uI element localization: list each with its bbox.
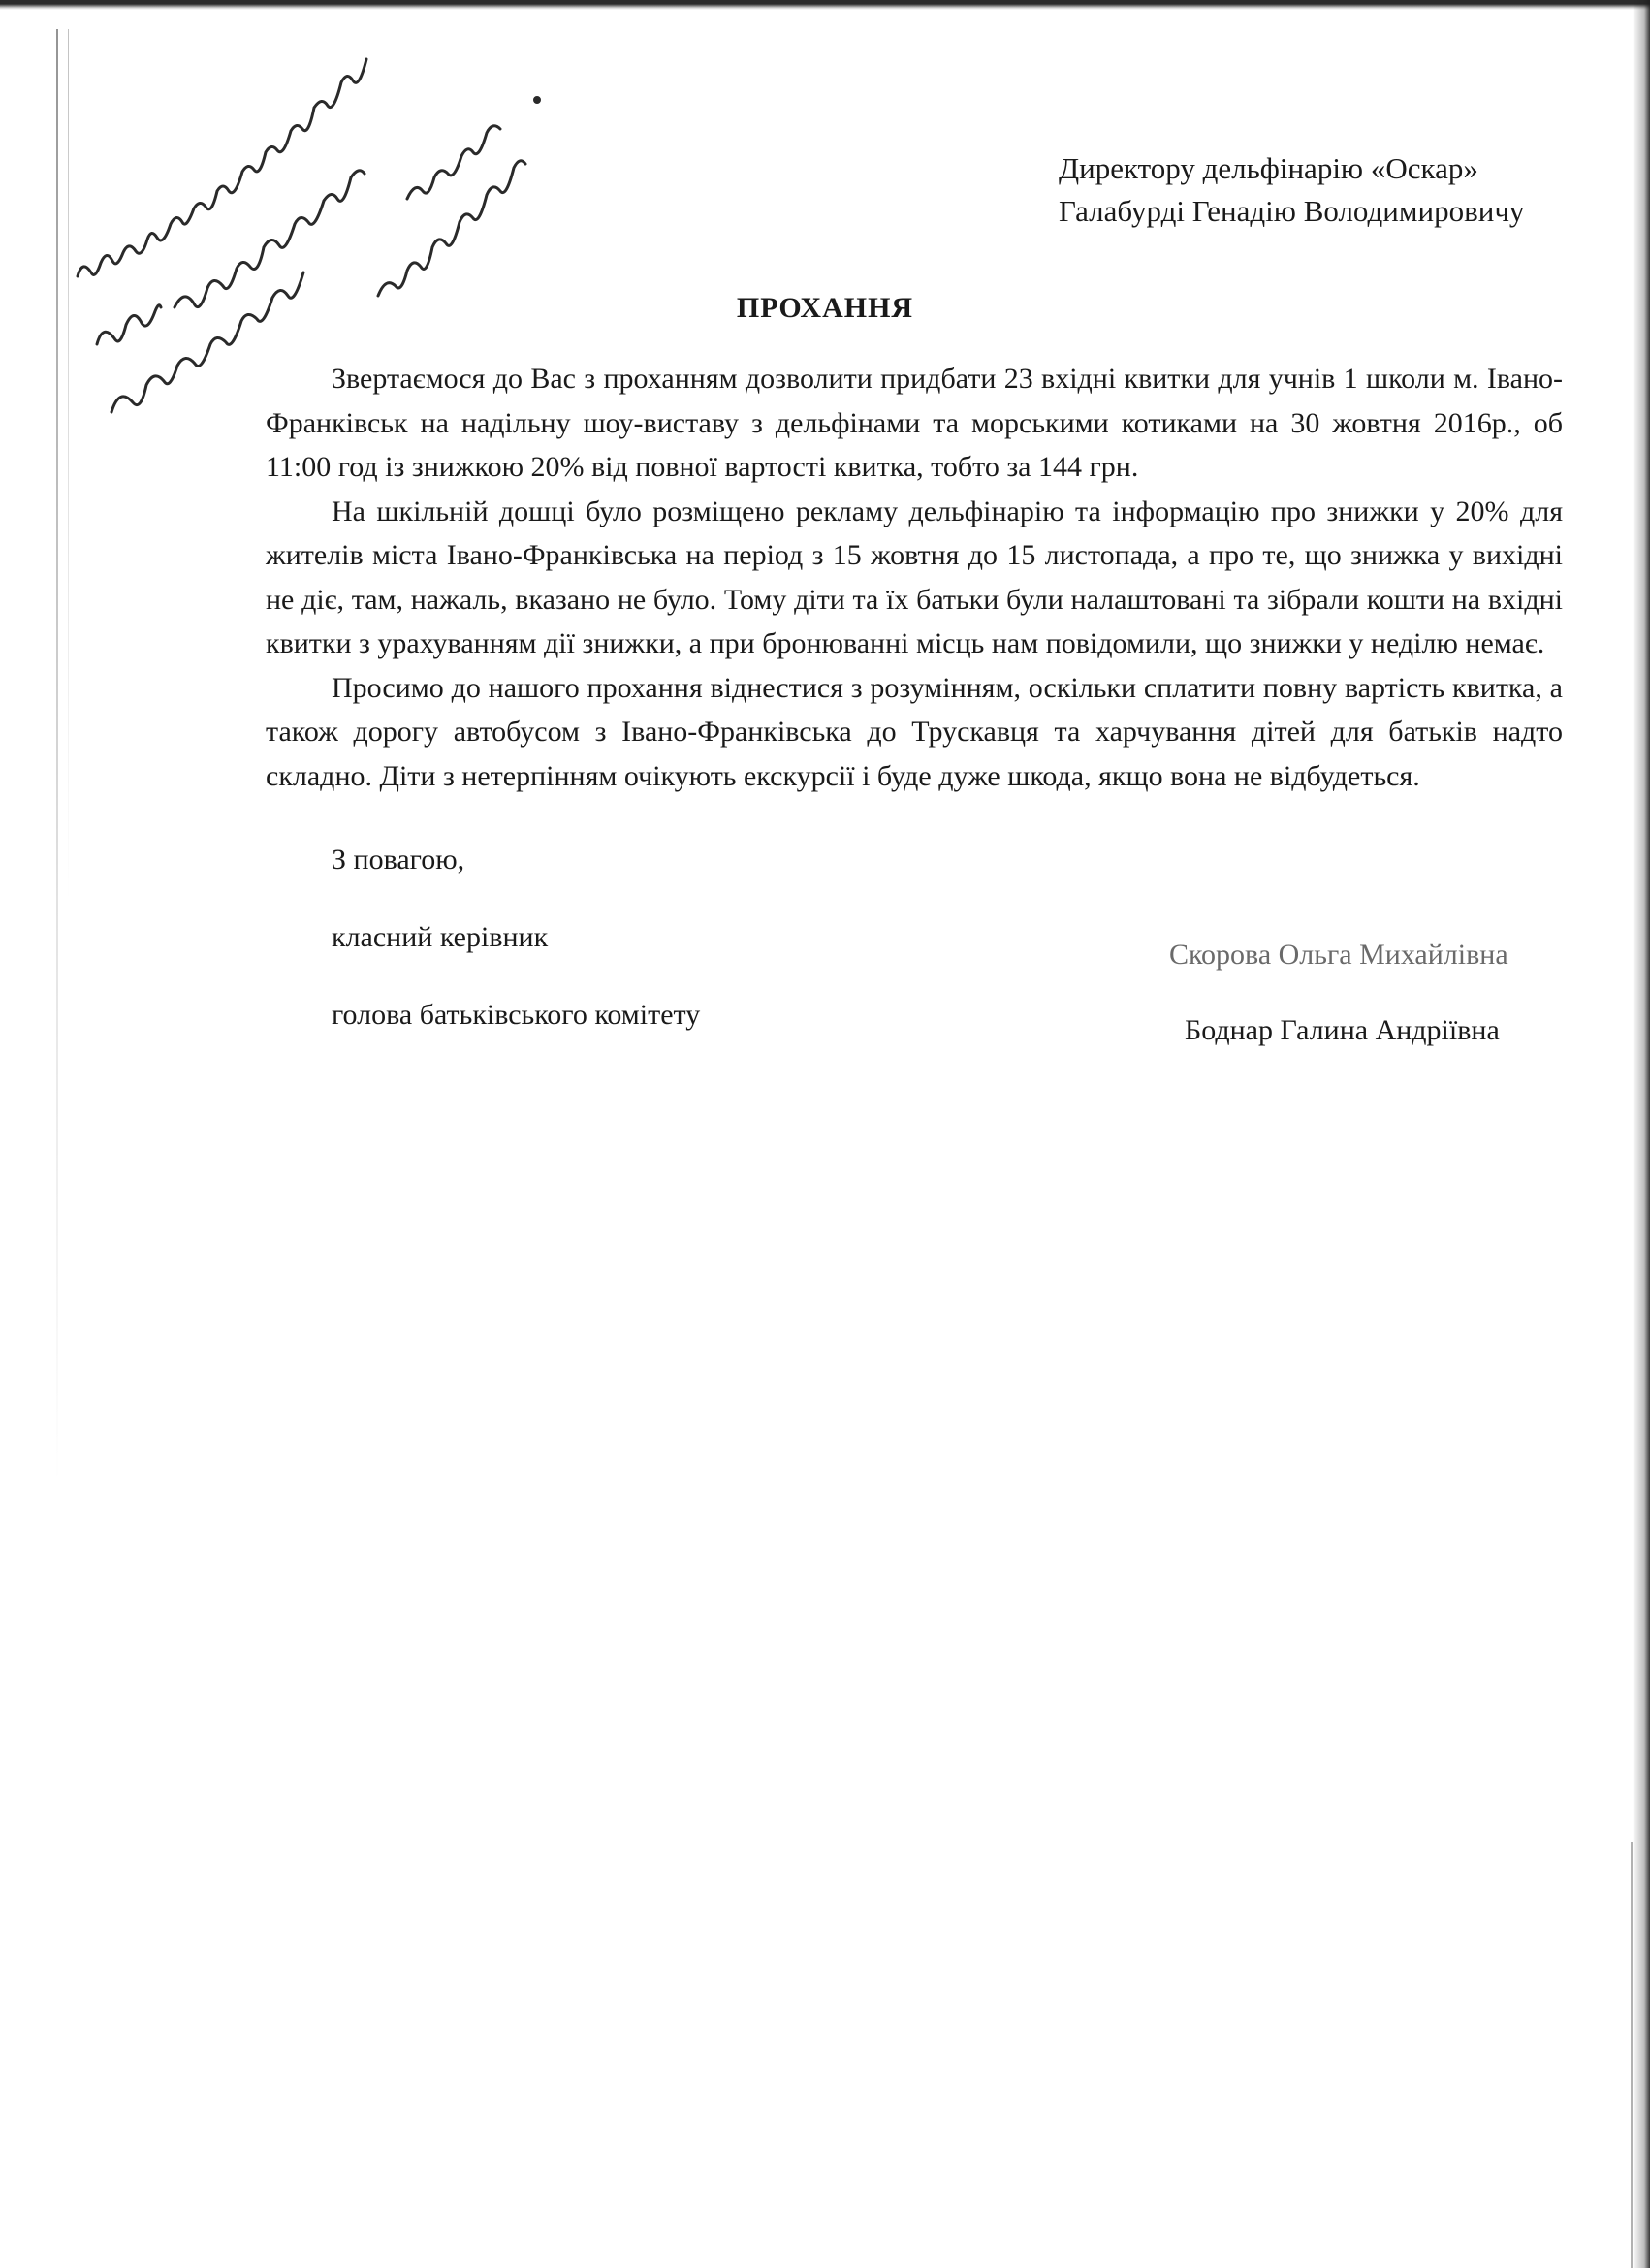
scan-edge-right [1633, 0, 1650, 2268]
signature-row-committee [332, 999, 700, 1032]
signature-row-teacher [332, 921, 548, 954]
scan-edge-right-line [1631, 1842, 1633, 2268]
signature-name-committee: Боднар Галина Андріївна [1185, 1014, 1500, 1046]
body-paragraph-1: Звертаємося до Вас з проханням дозволити придбати 23 вхідні квитки для учнів 1 школи м. Івано-Франківськ на надільну шоу-виставу з дельфінами та морськими котиками на 30 жовтня 2016р., об 11:00 год із знижкою 20% від повної вартості квитка, тобто за 144 грн. [266, 363, 1563, 483]
addressee-line-position: Директору дельфінарію «Оскар» [1059, 151, 1478, 185]
addressee-line-name: Галабурді Генадію Володимировичу [1059, 194, 1525, 228]
document-title: ПРОХАННЯ [736, 292, 914, 324]
signature-role: класний керівник [332, 921, 549, 953]
document-body [266, 357, 1563, 798]
signature-role: голова батьківського комітету [332, 999, 701, 1031]
closing-phrase: З повагою, [332, 844, 465, 876]
body-paragraph-2: На шкільній дошці було розміщено рекламу дельфінарію та інформацію про знижки у 20% для жителів міста Івано-Франківська на період з 15 жовтня до 15 листопада, а про те, що знижка у вихідні не діє, там, нажаль, вказано не було. Тому діти та їх батьки були налаштовані та зібрали кошти на вхідні квитки з урахуванням дії знижки, а при бронюванні місць нам повідомили, що знижки у неділю немає. [266, 495, 1563, 659]
signature-name-teacher: Скорова Ольга Михайлівна [1169, 939, 1508, 971]
scan-edge-top [0, 0, 1650, 10]
body-paragraph-3: Просимо до нашого прохання віднестися з розумінням, оскільки сплатити повну вартість квитка, а також дорогу автобусом з Івано-Франківська до Трускавця та харчування дітей для батьків надто складно. Діти з нетерпінням очікують екскурсії і буде дуже шкода, якщо вона не відбудеться. [266, 671, 1563, 792]
addressee-block [1059, 147, 1602, 233]
